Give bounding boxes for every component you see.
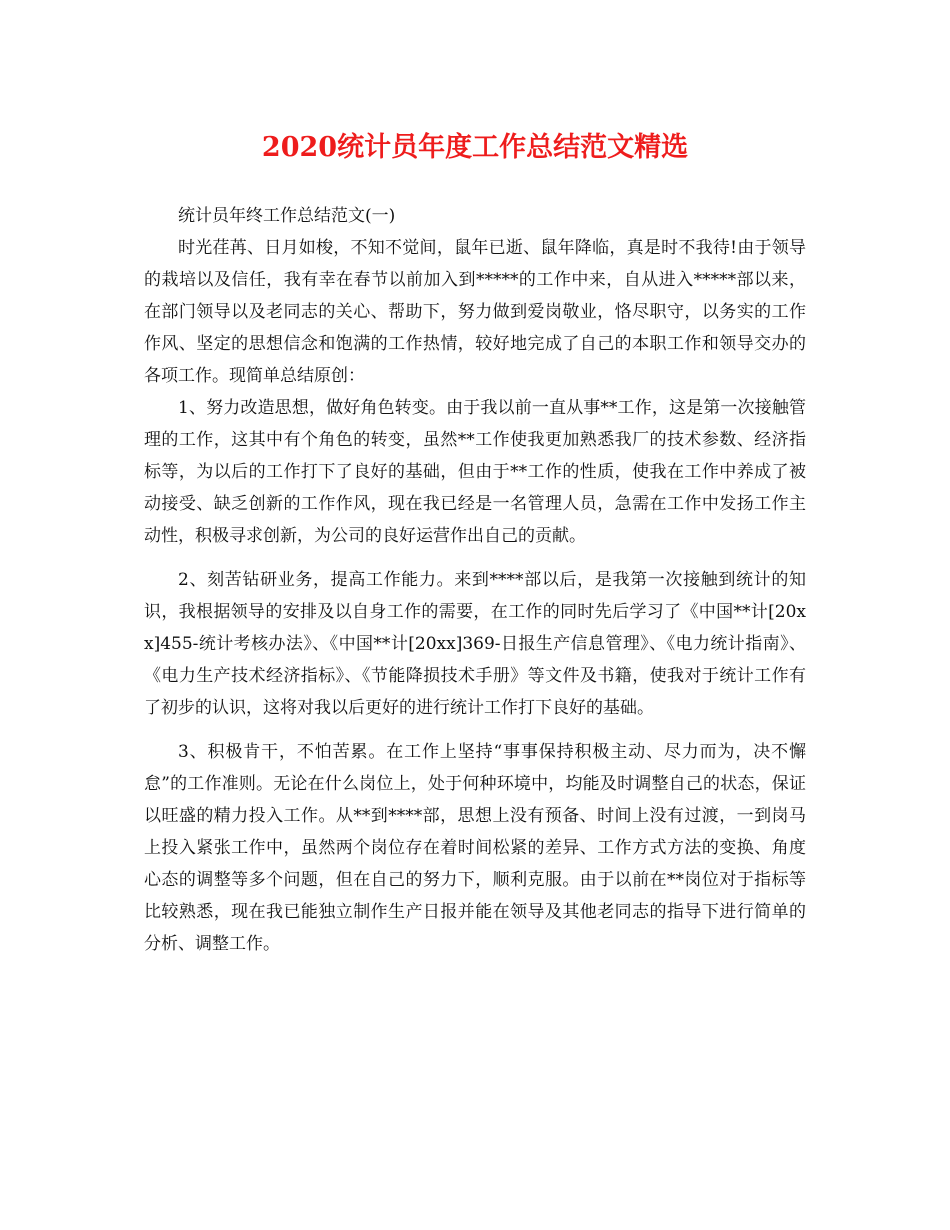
document-body xyxy=(144,200,806,960)
document-title: 2020统计员年度工作总结范文精选 xyxy=(261,132,689,163)
paragraph-point-3: 3、积极肯干，不怕苦累。在工作上坚持“事事保持积极主动、尽力而为，决不懈怠”的工作准则。无论在什么岗位上，处于何种环境中，均能及时调整自己的状态，保证以旺盛的精力投入工作。从**到****部，思想上没有预备、时间上没有过渡，一到岗马上投入紧张工作中，虽然两个岗位存在着时间松紧的差异、工作方式方法的变换、角度心态的调整等多个问题，但在自己的努力下，顺利克服。由于以前在**岗位对于指标等比较熟悉，现在我已能独立制作生产日报并能在领导及其他老同志的指导下进行简单的分析、调整工作。 xyxy=(144,742,806,954)
section-heading: 统计员年终工作总结范文(一) xyxy=(178,206,396,226)
paragraph-point-1: 1、努力改造思想，做好角色转变。由于我以前一直从事**工作，这是第一次接触管理的工作，这其中有个角色的转变，虽然**工作使我更加熟悉我厂的技术参数、经济指标等，为以后的工作打下了良好的基础，但由于**工作的性质，使我在工作中养成了被动接受、缺乏创新的工作作风，现在我已经是一名管理人员，急需在工作中发扬工作主动性，积极寻求创新，为公司的良好运营作出自己的贡献。 xyxy=(144,398,806,546)
paragraph-point-2: 2、刻苦钻研业务，提高工作能力。来到****部以后，是我第一次接触到统计的知识，我根据领导的安排及以自身工作的需要，在工作的同时先后学习了《中国**计[20xx]455-统计考核办法》、《中国**计[20xx]369-日报生产信息管理》、《电力统计指南》、《电力生产技术经济指标》、《节能降损技术手册》等文件及书籍，使我对于统计工作有了初步的认识，这将对我以后更好的进行统计工作打下良好的基础。 xyxy=(144,570,806,718)
intro-paragraph: 时光荏苒、日月如梭，不知不觉间，鼠年已逝、鼠年降临，真是时不我待!由于领导的栽培以及信任，我有幸在春节以前加入到*****的工作中来，自从进入*****部以来，在部门领导以及老同志的关心、帮助下，努力做到爱岗敬业，恪尽职守，以务实的工作作风、坚定的思想信念和饱满的工作热情，较好地完成了自己的本职工作和领导交办的各项工作。现简单总结原创： xyxy=(144,238,806,386)
